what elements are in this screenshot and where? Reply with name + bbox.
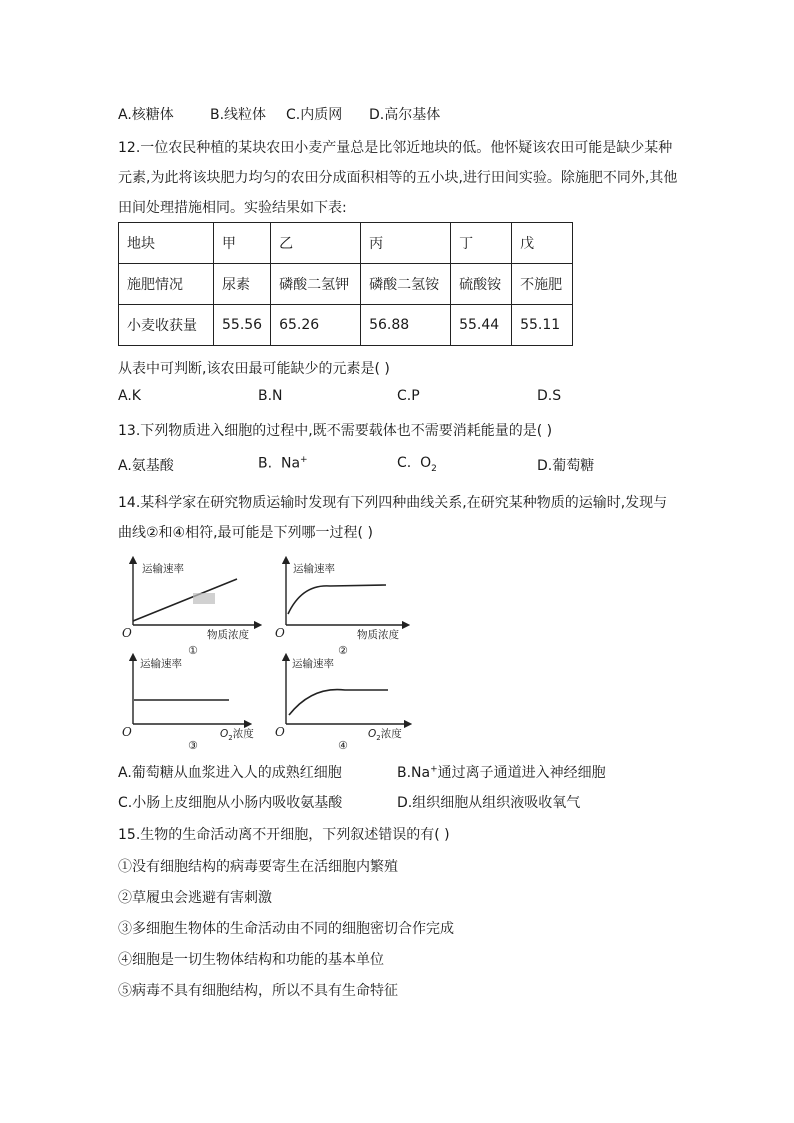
table-cell: 丁 [451,223,512,264]
curve-saturating [289,690,388,715]
q13-option-c [397,455,437,474]
fertilizer-table [118,222,573,346]
subscript: 2 [431,463,437,474]
graph-label-2: ② [338,644,348,657]
q14-option-c: C.小肠上皮细胞从小肠内吸收氨基酸 [118,795,343,811]
y-axis-label: 运输速率 [140,658,182,670]
q15-item-2: ②草履虫会逃避有害刺激 [118,890,272,906]
curve-saturating [288,585,386,614]
graph-label-3: ③ [188,739,198,752]
origin-label: O [275,725,285,739]
option-letter: C. [397,455,412,471]
q15-item-1: ①没有细胞结构的病毒要寄生在活细胞内繁殖 [118,859,398,875]
table-cell: 不施肥 [512,264,573,305]
table-cell: 硫酸铵 [451,264,512,305]
table-cell: 乙 [271,223,361,264]
graph-4 [275,657,408,752]
table-cell: 戊 [512,223,573,264]
table-cell: 磷酸二氢钾 [271,264,361,305]
x-axis-label: 物质浓度 [207,629,249,641]
option-text: 通过离子通道进入神经细胞 [437,765,606,781]
curve-linear [133,579,237,621]
q13-option-d: D.葡萄糖 [537,458,595,474]
origin-label: O [275,626,285,640]
q15-item-5: ⑤病毒不具有细胞结构，所以不具有生命特征 [118,983,398,999]
q13-option-a: A.氨基酸 [118,458,174,474]
q14-option-d: D.组织细胞从组织液吸收氧气 [397,795,581,811]
q12-stem-line-3: 田间处理措施相同。实验结果如下表: [118,200,347,216]
q12-option-c: C.P [397,388,420,404]
table-cell: 55.44 [451,305,512,346]
table-cell: 56.88 [361,305,451,346]
q14-option-a: A.葡萄糖从血浆进入人的成熟红细胞 [118,765,342,781]
table-cell: 施肥情况 [119,264,214,305]
table-cell: 尿素 [214,264,271,305]
table-cell: 地块 [119,223,214,264]
table-cell: 55.56 [214,305,271,346]
oxygen-symbol: O [368,728,377,740]
oxygen-symbol: O [220,728,229,740]
table-cell: 甲 [214,223,271,264]
option-prefix: B.Na [397,765,431,781]
table-row [119,305,573,346]
q12-option-d: D.S [537,388,562,404]
q12-stem-line-1: 12.一位农民种植的某块农田小麦产量总是比邻近地块的低。他怀疑该农田可能是缺少某种 [118,140,673,156]
table-cell: 磷酸二氢铵 [361,264,451,305]
subscript: 2 [228,734,233,742]
x-axis-label: 物质浓度 [357,629,399,641]
q11-option-a: A.核糖体 [118,107,174,123]
option-letter: B. [258,455,273,472]
q11-option-d: D.高尔基体 [369,107,441,123]
q12-option-a: A.K [118,388,141,404]
x-axis-label-text: 浓度 [232,728,254,740]
table-row [119,223,573,264]
x-axis-label [368,727,402,742]
q12-stem-line-2: 元素,为此将该块肥力均匀的农田分成面积相等的五小块,进行田间实验。除施肥不同外,其他 [118,170,678,186]
q15-item-3: ③多细胞生物体的生命活动由不同的细胞密切合作完成 [118,921,454,937]
q11-option-b: B.线粒体 [210,107,267,123]
q15-item-4: ④细胞是一切生物体结构和功能的基本单位 [118,952,384,968]
q14-option-b [397,762,606,782]
oxygen-symbol: O [420,455,432,471]
graph-label-4: ④ [338,739,348,752]
q12-question: 从表中可判断,该农田最可能缺少的元素是( ) [118,361,390,377]
table-cell: 丙 [361,223,451,264]
y-axis-label: 运输速率 [293,563,335,575]
graph-1 [122,560,258,657]
x-axis-label [220,727,254,742]
origin-label: O [122,725,132,739]
y-axis-label: 运输速率 [142,563,184,575]
table-cell: 55.11 [512,305,573,346]
graph-2 [275,560,406,657]
table-row [119,264,573,305]
graph-label-1: ① [188,644,198,657]
origin-label: O [122,626,132,640]
q13-stem: 13.下列物质进入细胞的过程中,既不需要载体也不需要消耗能量的是( ) [118,423,553,439]
q15-stem: 15.生物的生命活动离不开细胞，下列叙述错误的有( ) [118,827,450,843]
q12-option-b: B.N [258,388,283,404]
sodium-symbol: Na [280,455,301,472]
table-cell: 65.26 [271,305,361,346]
x-axis-label-text: 浓度 [380,728,402,740]
subscript: 2 [376,734,381,742]
q14-stem-line-1: 14.某科学家在研究物质运输时发现有下列四种曲线关系,在研究某种物质的运输时,发现与 [118,495,668,511]
table-cell: 小麦收获量 [119,305,214,346]
smudge-mark [193,593,215,604]
q14-stem-line-2: 曲线②和④相符,最可能是下列哪一过程( ) [118,525,373,541]
q13-option-b [258,455,308,472]
q11-option-c: C.内质网 [286,107,343,123]
y-axis-label: 运输速率 [292,658,334,670]
charge-superscript: + [300,455,308,465]
charge-superscript: + [430,764,438,775]
graph-3 [122,657,254,752]
